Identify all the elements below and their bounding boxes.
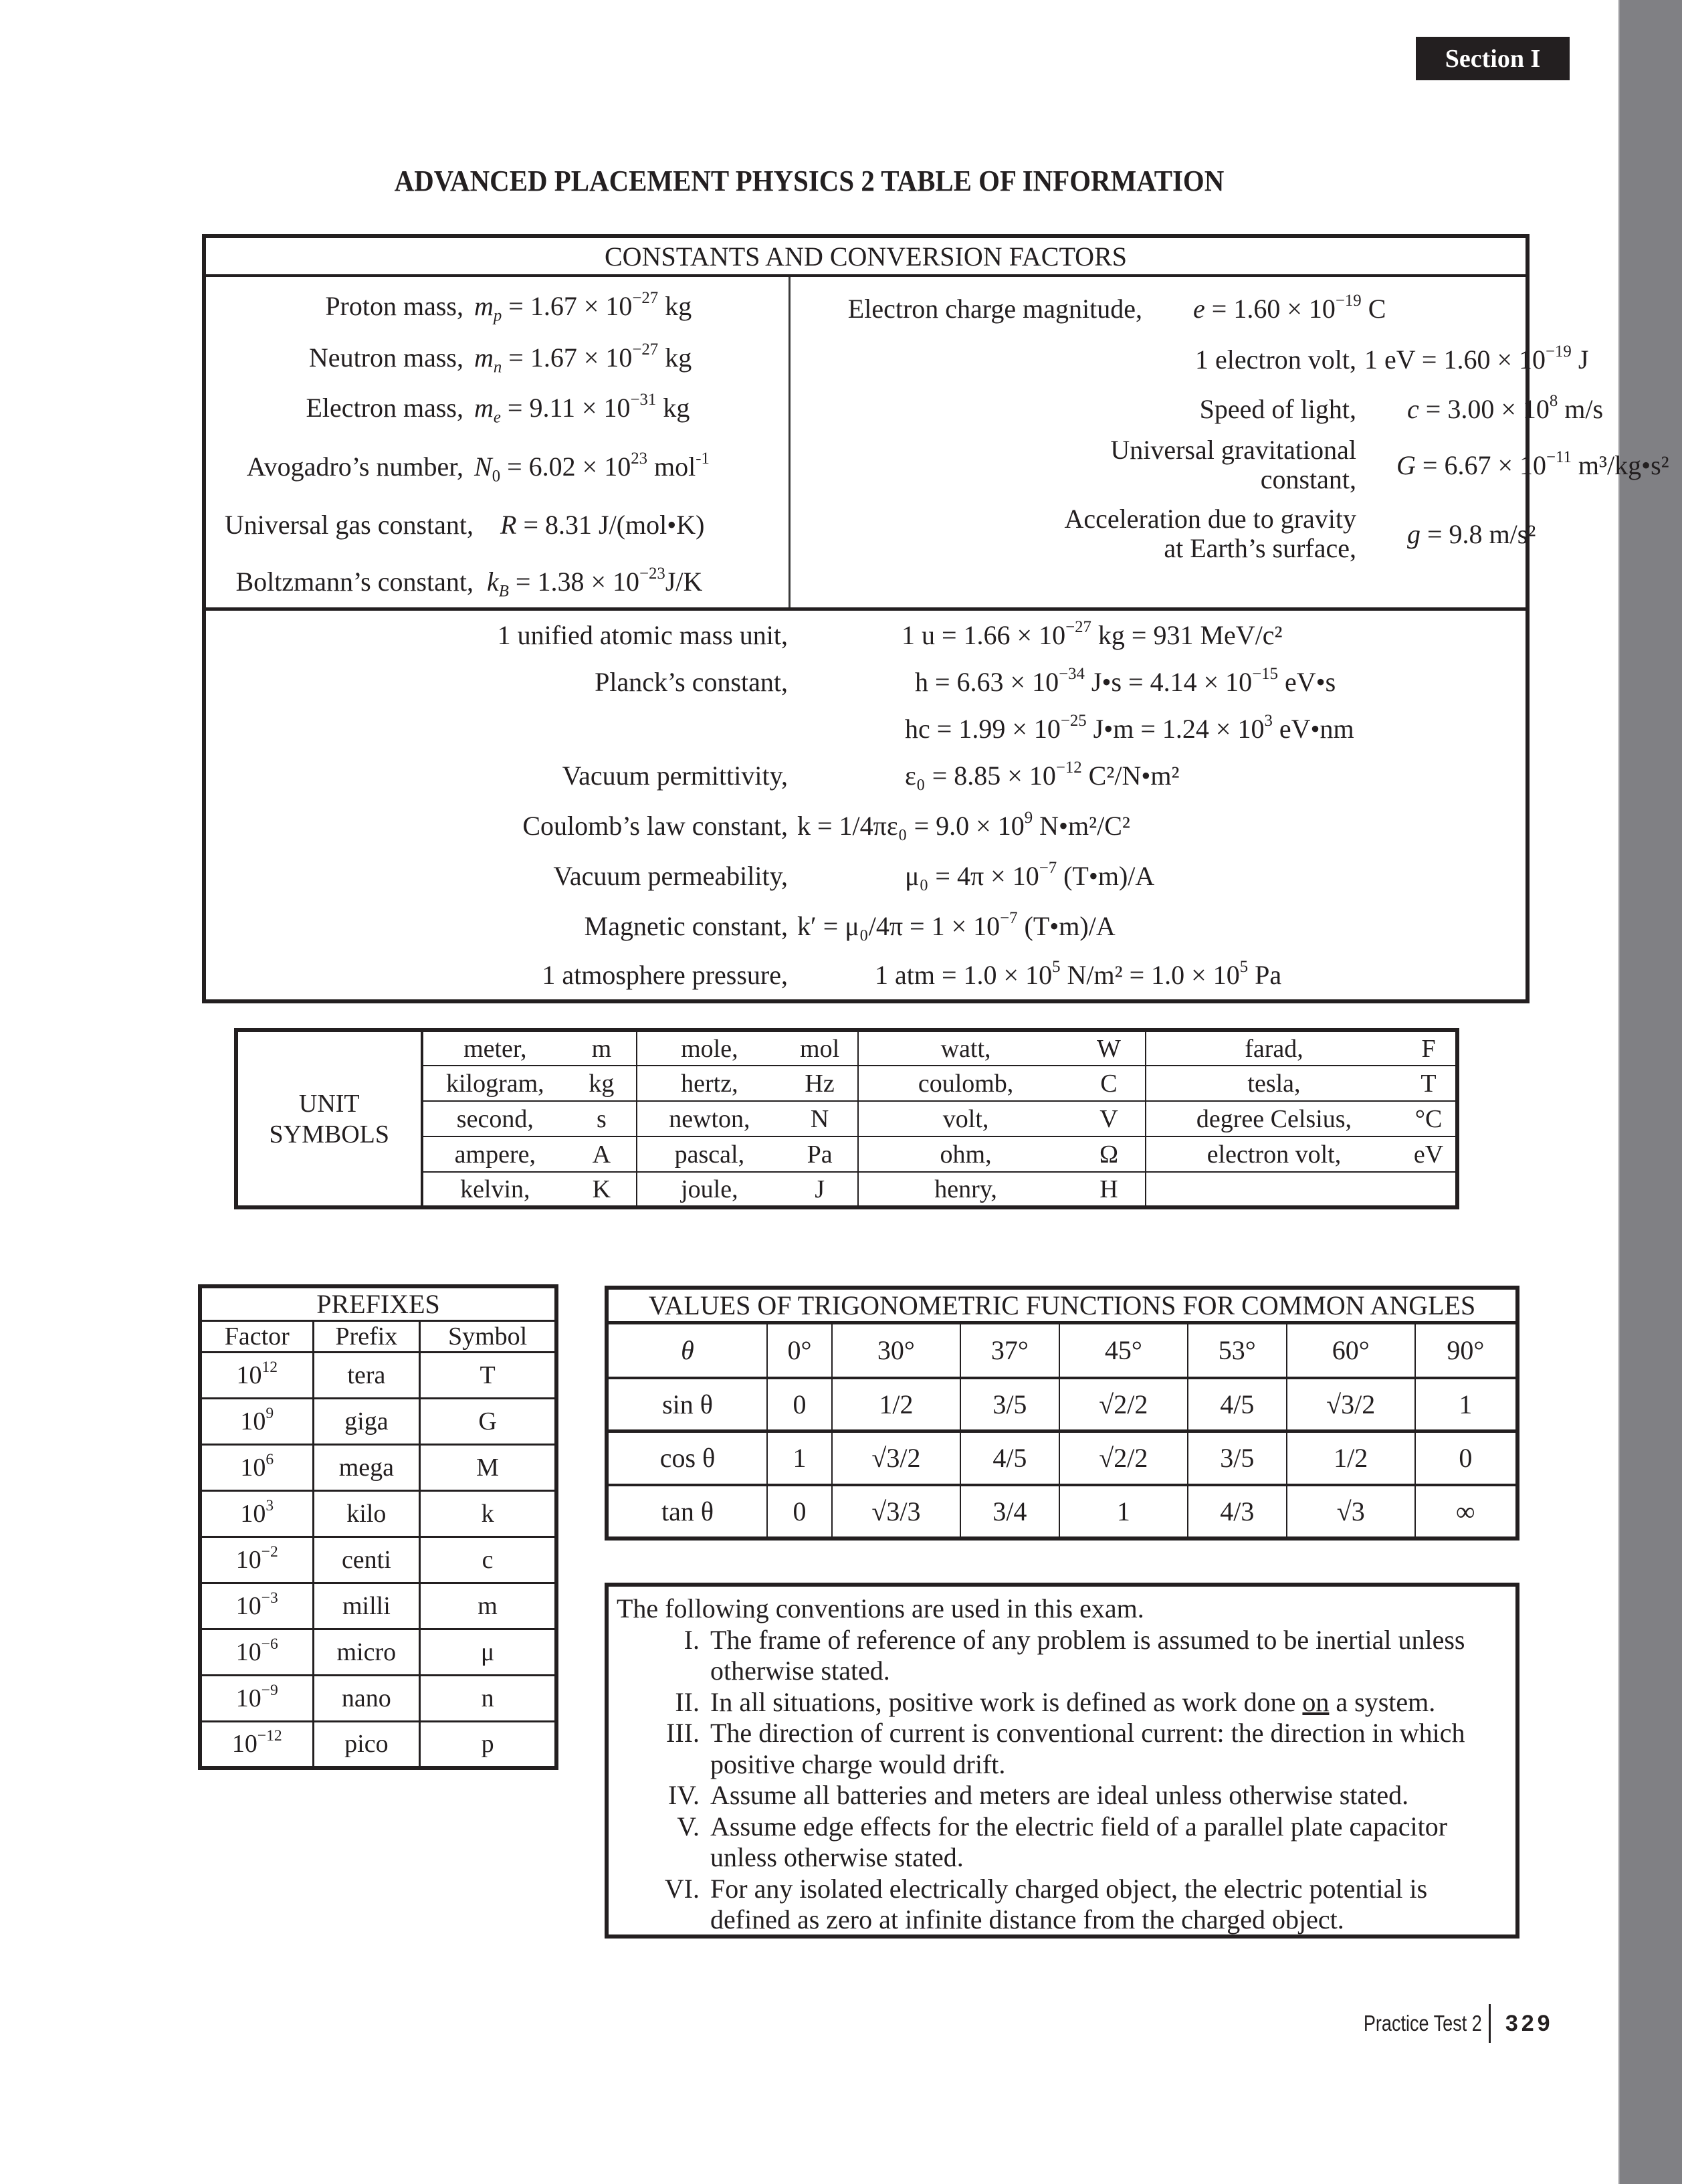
row-divider	[206, 607, 1526, 611]
table-row: $10^{-3}$ milli m	[200, 1583, 556, 1629]
unit-symbols-table	[234, 1028, 1459, 1209]
constant-avogadro: Avogadro’s number, $N_0 = 6.02 \times 10^{23}$ mol$^{-1}$	[246, 450, 710, 486]
trig-values-table	[605, 1286, 1519, 1541]
conventions-box	[605, 1583, 1519, 1939]
constant-coulomb: Coulomb’s law constant, $k = 1/4\pi\varepsilon_0 = 9.0 \times 10^9$ N•m²/C²	[522, 809, 1130, 841]
constant-boltzmann: Boltzmann’s constant, $k_B = 1.38 \times 10^{-23}J/K$	[235, 565, 703, 601]
table-row: kilogram, kg hertz, Hz coulomb, C tesla, T	[236, 1066, 1457, 1101]
table-row: $10^{-6}$ micro μ	[200, 1629, 556, 1676]
list-item: IV. Assume all batteries and meters are ideal unless otherwise stated.	[667, 1780, 1409, 1810]
list-item: VI. For any isolated electrically charged object, the electric potential is defined as zero at infinite distance from the charged object.	[664, 1873, 1428, 1934]
column-header: Prefix	[313, 1321, 420, 1353]
constants-header: CONSTANTS AND CONVERSION FACTORS	[206, 238, 1526, 277]
table-row: kelvin, K joule, J henry, H	[236, 1172, 1457, 1207]
column-divider	[789, 277, 791, 610]
table-row: $10^3$ kilo k	[200, 1491, 556, 1537]
constant-electron-volt: 1 electron volt, 1 eV = $1.60 \times 10^{-19}$ J	[1194, 342, 1589, 375]
constant-electron-charge: Electron charge magnitude, $e = 1.60 \times 10^{-19}$ C	[847, 292, 1386, 324]
table-row: second, s newton, N volt, V degree Celsius, °C	[236, 1101, 1457, 1136]
constant-atmosphere-pressure: 1 atmosphere pressure, 1 atm = $1.0 \times 10^5$ $N/m^2 = 1.0 \times 10^5$ Pa	[542, 958, 1282, 990]
footer-divider	[1489, 2004, 1491, 2043]
trig-title: VALUES OF TRIGONOMETRIC FUNCTIONS FOR COMMON ANGLES	[607, 1288, 1517, 1323]
constant-planck: Planck’s constant, $h = 6.63 \times 10^{-34}$ J•s = $4.14 \times 10^{-15}$ eV•s	[595, 665, 1336, 697]
page-footer	[1338, 2007, 1554, 2040]
constant-gravitational: Universal gravitational constant, $G = 6.67 \times 10^{-11}$ m³/kg•s²	[1110, 435, 1669, 494]
constant-gas-constant: Universal gas constant, R = 8.31 J/(mol•K)	[224, 510, 705, 540]
constant-magnetic: Magnetic constant, $k' = \mu_0/4\pi = 1 \times 10^{-7}$ (T•m)/A	[584, 909, 1116, 941]
list-item: II. In all situations, positive work is defined as work done on a system.	[675, 1686, 1436, 1717]
table-row: $10^6$ mega M	[200, 1445, 556, 1491]
constant-speed-of-light: Speed of light, $c = 3.00 \times 10^8$ m/s	[1199, 392, 1604, 424]
table-row: $10^{-2}$ centi c	[200, 1537, 556, 1583]
constant-vacuum-permittivity: Vacuum permittivity, $\varepsilon_0 = 8.85 \times 10^{-12}$ C²/N•m²	[562, 759, 1180, 791]
prefixes-title: PREFIXES	[200, 1286, 556, 1321]
list-item: I. The frame of reference of any problem is assumed to be inertial unless otherwise stated.	[684, 1624, 1465, 1686]
page-number: 329	[1505, 2010, 1554, 2036]
table-row: $10^{-12}$ pico p	[200, 1722, 556, 1768]
footer-title: Practice Test 2	[1363, 2011, 1482, 2036]
column-header: Symbol	[420, 1321, 556, 1353]
section-badge: Section I	[1416, 37, 1570, 80]
table-row: $10^{-9}$ nano n	[200, 1676, 556, 1722]
column-header: Factor	[200, 1321, 313, 1353]
table-row: $10^{12}$ tera T	[200, 1353, 556, 1399]
constant-vacuum-permeability: Vacuum permeability, $\mu_0 = 4\pi \times 10^{-7}$ (T•m)/A	[553, 859, 1155, 891]
table-row: $10^9$ giga G	[200, 1399, 556, 1445]
constant-gravity-acceleration: Acceleration due to gravity at Earth’s surface, g = 9.8 m/s²	[1064, 504, 1536, 563]
table-row: sin θ 0 1/2 3/5 √2/2 4/5 √3/2 1	[607, 1378, 1517, 1431]
constants-table	[202, 234, 1669, 1003]
list-item: V. Assume edge effects for the electric field of a parallel plate capacitor unless otherwise stated.	[677, 1811, 1448, 1872]
constant-proton-mass: Proton mass, $m_p = 1.67 \times 10^{-27}$ kg	[325, 289, 692, 325]
table-row: θ 0° 30° 37° 45° 53° 60° 90°	[607, 1323, 1517, 1378]
constant-neutron-mass: Neutron mass, $m_n = 1.67 \times 10^{-27}$ kg	[308, 340, 692, 377]
table-row: ampere, A pascal, Pa ohm, Ω electron volt, eV	[236, 1136, 1457, 1172]
page-edge-tab	[1618, 0, 1682, 2184]
conventions-intro: The following conventions are used in this exam.	[617, 1593, 1144, 1623]
constant-electron-mass: Electron mass, $m_e = 9.11 \times 10^{-31}$ kg	[306, 391, 690, 427]
unit-symbols-title: UNIT SYMBOLS	[236, 1030, 422, 1207]
page-title: ADVANCED PLACEMENT PHYSICS 2 TABLE OF INFORMATION	[394, 165, 1225, 197]
list-item: III. The direction of current is conventional current: the direction in which positive charge would drift.	[666, 1718, 1465, 1779]
constant-hc: hc = $1.99 \times 10^{-25}$ J•m = $1.24 \times 10^3$ eV•nm	[905, 712, 1354, 744]
table-row: cos θ 1 √3/2 4/5 √2/2 3/5 1/2 0	[607, 1431, 1517, 1485]
constant-atomic-mass-unit: 1 unified atomic mass unit, 1 $u = 1.66 \times 10^{-27}$ kg = 931 MeV/c²	[497, 618, 1283, 650]
table-row: UNIT SYMBOLS meter, m mole, mol watt, W farad, F	[236, 1030, 1457, 1066]
table-row: tan θ 0 √3/3 3/4 1 4/3 √3 ∞	[607, 1485, 1517, 1538]
prefixes-table	[198, 1284, 558, 1770]
